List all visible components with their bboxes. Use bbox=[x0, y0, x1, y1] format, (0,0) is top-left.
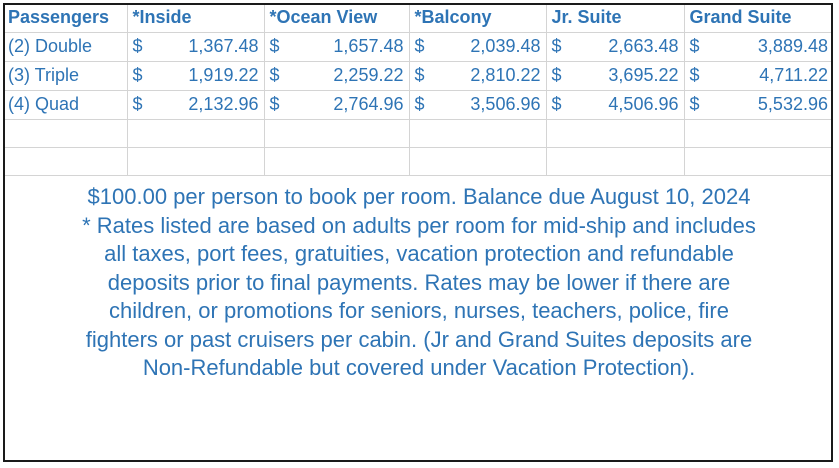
currency-symbol: $ bbox=[269, 65, 280, 85]
row-label-triple[interactable]: (3) Triple bbox=[3, 61, 127, 90]
currency-symbol: $ bbox=[414, 65, 425, 85]
price-value: 2,132.96 bbox=[188, 94, 259, 114]
currency-symbol: $ bbox=[132, 94, 143, 114]
price-value: 1,657.48 bbox=[333, 36, 404, 56]
currency-symbol: $ bbox=[414, 36, 425, 56]
price-value: 4,711.22 bbox=[759, 65, 828, 85]
rates-note-line: all taxes, port fees, gratuities, vacation protection and refundable bbox=[104, 241, 734, 266]
currency-symbol: $ bbox=[132, 65, 143, 85]
price-value: 3,695.22 bbox=[608, 65, 679, 85]
price-value: 2,663.48 bbox=[608, 36, 679, 56]
currency-symbol: $ bbox=[689, 94, 700, 114]
rates-note-line: Non-Refundable but covered under Vacation Protection). bbox=[142, 355, 696, 380]
currency-symbol: $ bbox=[414, 94, 425, 114]
rates-note-line: fighters or past cruisers per cabin. (Jr and Grand Suites deposits are bbox=[85, 326, 753, 352]
currency-symbol: $ bbox=[269, 36, 280, 56]
header-grand-suite[interactable]: Grand Suite bbox=[684, 3, 833, 32]
outer-border bbox=[3, 3, 833, 462]
header-jr-suite[interactable]: Jr. Suite bbox=[546, 3, 684, 32]
price-value: 2,810.22 bbox=[470, 65, 541, 85]
price-value: 5,532.96 bbox=[757, 94, 828, 114]
currency-symbol: $ bbox=[551, 94, 562, 114]
header-balcony[interactable]: *Balcony bbox=[409, 3, 546, 32]
price-value: 3,506.96 bbox=[470, 94, 541, 114]
price-value: 2,039.48 bbox=[470, 36, 541, 56]
row-label-double[interactable]: (2) Double bbox=[3, 32, 127, 61]
price-value: 1,919.22 bbox=[188, 65, 259, 85]
price-value: 4,506.96 bbox=[608, 94, 679, 114]
header-inside[interactable]: *Inside bbox=[127, 3, 264, 32]
header-ocean-view[interactable]: *Ocean View bbox=[264, 3, 409, 32]
price-value: 3,889.48 bbox=[757, 36, 828, 56]
price-value: 2,259.22 bbox=[333, 65, 404, 85]
currency-symbol: $ bbox=[132, 36, 143, 56]
currency-symbol: $ bbox=[551, 65, 562, 85]
price-value: 1,367.48 bbox=[188, 36, 259, 56]
currency-symbol: $ bbox=[551, 36, 562, 56]
currency-symbol: $ bbox=[689, 65, 700, 85]
price-value: 2,764.96 bbox=[333, 94, 404, 114]
rates-note-line: * Rates listed are based on adults per room for mid-ship and includes bbox=[82, 212, 756, 238]
currency-symbol: $ bbox=[269, 94, 280, 114]
header-passengers[interactable]: Passengers bbox=[3, 3, 127, 32]
row-label-quad[interactable]: (4) Quad bbox=[3, 90, 127, 119]
deposit-note: $100.00 per person to book per room. Balance due August 10, 2024 bbox=[87, 184, 751, 209]
rates-note-line: children, or promotions for seniors, nurses, teachers, police, fire bbox=[109, 298, 729, 323]
currency-symbol: $ bbox=[689, 36, 700, 56]
rates-note-line: deposits prior to final payments. Rates may be lower if there are bbox=[107, 269, 731, 295]
